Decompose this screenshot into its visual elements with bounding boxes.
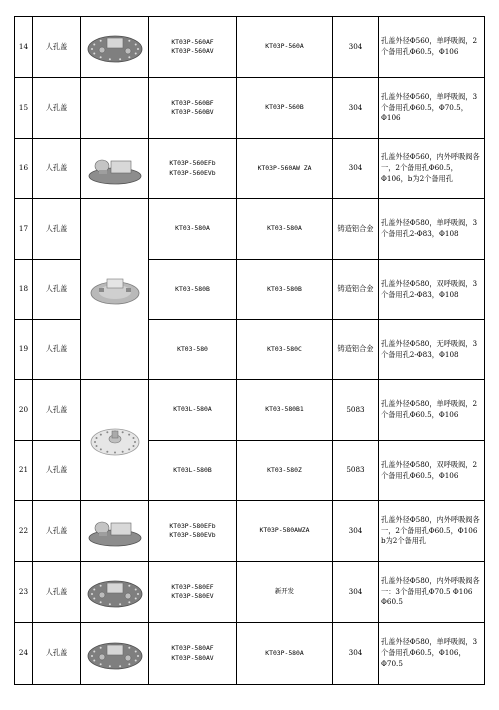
product-image-cell bbox=[81, 623, 149, 685]
model-number-cell: KT03L-580B bbox=[149, 441, 237, 501]
product-name-cell: 人孔盖 bbox=[33, 320, 81, 380]
model-number-cell: KT03P-560EFb KT03P-560EVb bbox=[149, 139, 237, 199]
model-number-cell: KT03L-580A bbox=[149, 380, 237, 441]
description-cell: 孔盖外径Φ580，内外呼吸阀各一，2个备用孔Φ60.5，Φ106 b为2个备用孔 bbox=[379, 501, 485, 562]
description-cell: 孔盖外径Φ580，双呼吸阀，3个备用孔2-Φ83，Φ108 bbox=[379, 260, 485, 320]
description-cell: 孔盖外径Φ580，无呼吸阀，3个备用孔2-Φ83，Φ108 bbox=[379, 320, 485, 380]
reference-model-cell: KT03P-580A bbox=[237, 623, 333, 685]
reference-model-cell: KT03P-560B bbox=[237, 78, 333, 139]
product-image-cell bbox=[81, 78, 149, 139]
description-cell: 孔盖外径Φ560，单呼吸阀，3个备用孔Φ60.5，Φ70.5，Φ106 bbox=[379, 78, 485, 139]
description-cell: 孔盖外径Φ580，双呼吸阀，2个备用孔Φ60.5，Φ106 bbox=[379, 441, 485, 501]
product-name-cell: 人孔盖 bbox=[33, 380, 81, 441]
product-image-cell bbox=[81, 17, 149, 78]
description-cell: 孔盖外径Φ580，单呼吸阀，3个备用孔2-Φ83，Φ108 bbox=[379, 199, 485, 260]
material-cell: 304 bbox=[333, 623, 379, 685]
model-number-cell: KT03-580A bbox=[149, 199, 237, 260]
product-name-cell: 人孔盖 bbox=[33, 501, 81, 562]
reference-model-cell: KT03-580C bbox=[237, 320, 333, 380]
product-name-cell: 人孔盖 bbox=[33, 78, 81, 139]
model-number-cell: KT03P-580EFb KT03P-580EVb bbox=[149, 501, 237, 562]
description-cell: 孔盖外径Φ560，内外呼吸阀各一，2个备用孔Φ60.5，Φ106，b为2个备用孔 bbox=[379, 139, 485, 199]
material-cell: 铸造铝合金 bbox=[333, 260, 379, 320]
product-name-cell: 人孔盖 bbox=[33, 139, 81, 199]
manhole-cover-image bbox=[85, 271, 145, 307]
row-number-cell: 20 bbox=[15, 380, 33, 441]
manhole-cover-image bbox=[85, 422, 145, 458]
reference-model-cell: KT03-580B bbox=[237, 260, 333, 320]
reference-model-cell: 新开发 bbox=[237, 562, 333, 623]
manhole-cover-image bbox=[85, 29, 145, 65]
manhole-cover-image bbox=[85, 151, 145, 187]
table-row bbox=[15, 17, 485, 78]
material-cell: 304 bbox=[333, 562, 379, 623]
product-name-cell: 人孔盖 bbox=[33, 562, 81, 623]
table-row bbox=[15, 562, 485, 623]
row-number-cell: 21 bbox=[15, 441, 33, 501]
product-name-cell: 人孔盖 bbox=[33, 623, 81, 685]
reference-model-cell: KT03P-580AWZA bbox=[237, 501, 333, 562]
reference-model-cell: KT03P-560AW ZA bbox=[237, 139, 333, 199]
description-cell: 孔盖外径Φ580，单呼吸阀，2个备用孔Φ60.5，Φ106 bbox=[379, 380, 485, 441]
reference-model-cell: KT03P-560A bbox=[237, 17, 333, 78]
table-row bbox=[15, 380, 485, 441]
row-number-cell: 14 bbox=[15, 17, 33, 78]
table-row bbox=[15, 199, 485, 260]
reference-model-cell: KT03-580B1 bbox=[237, 380, 333, 441]
description-cell: 孔盖外径Φ560，单呼吸阀，2个备用孔Φ60.5，Φ106 bbox=[379, 17, 485, 78]
table-row bbox=[15, 623, 485, 685]
product-image-cell bbox=[81, 380, 149, 501]
material-cell: 304 bbox=[333, 139, 379, 199]
material-cell: 铸造铝合金 bbox=[333, 320, 379, 380]
row-number-cell: 19 bbox=[15, 320, 33, 380]
model-number-cell: KT03P-580AF KT03P-580AV bbox=[149, 623, 237, 685]
row-number-cell: 24 bbox=[15, 623, 33, 685]
manhole-cover-image bbox=[85, 513, 145, 549]
manhole-cover-image bbox=[85, 636, 145, 672]
product-name-cell: 人孔盖 bbox=[33, 441, 81, 501]
material-cell: 5083 bbox=[333, 380, 379, 441]
product-name-cell: 人孔盖 bbox=[33, 260, 81, 320]
table-row bbox=[15, 501, 485, 562]
material-cell: 304 bbox=[333, 17, 379, 78]
row-number-cell: 17 bbox=[15, 199, 33, 260]
reference-model-cell: KT03-580A bbox=[237, 199, 333, 260]
model-number-cell: KT03P-560AF KT03P-560AV bbox=[149, 17, 237, 78]
description-cell: 孔盖外径Φ580，内外呼吸阀各一：3个备用孔Φ70.5 Φ106 Φ60.5 bbox=[379, 562, 485, 623]
model-number-cell: KT03-580B bbox=[149, 260, 237, 320]
product-spec-table bbox=[14, 16, 485, 685]
row-number-cell: 22 bbox=[15, 501, 33, 562]
product-image-cell bbox=[81, 199, 149, 380]
product-image-cell bbox=[81, 562, 149, 623]
description-cell: 孔盖外径Φ580，单呼吸阀，3个备用孔Φ60.5，Φ106，Φ70.5 bbox=[379, 623, 485, 685]
material-cell: 5083 bbox=[333, 441, 379, 501]
table-row bbox=[15, 78, 485, 139]
reference-model-cell: KT03-580Z bbox=[237, 441, 333, 501]
material-cell: 304 bbox=[333, 501, 379, 562]
row-number-cell: 16 bbox=[15, 139, 33, 199]
product-image-cell bbox=[81, 139, 149, 199]
table-row bbox=[15, 139, 485, 199]
material-cell: 304 bbox=[333, 78, 379, 139]
product-name-cell: 人孔盖 bbox=[33, 17, 81, 78]
row-number-cell: 23 bbox=[15, 562, 33, 623]
product-image-cell bbox=[81, 501, 149, 562]
model-number-cell: KT03P-580EF KT03P-580EV bbox=[149, 562, 237, 623]
material-cell: 铸造铝合金 bbox=[333, 199, 379, 260]
product-name-cell: 人孔盖 bbox=[33, 199, 81, 260]
model-number-cell: KT03P-560BF KT03P-560BV bbox=[149, 78, 237, 139]
model-number-cell: KT03-580 bbox=[149, 320, 237, 380]
row-number-cell: 15 bbox=[15, 78, 33, 139]
row-number-cell: 18 bbox=[15, 260, 33, 320]
manhole-cover-image bbox=[85, 574, 145, 610]
